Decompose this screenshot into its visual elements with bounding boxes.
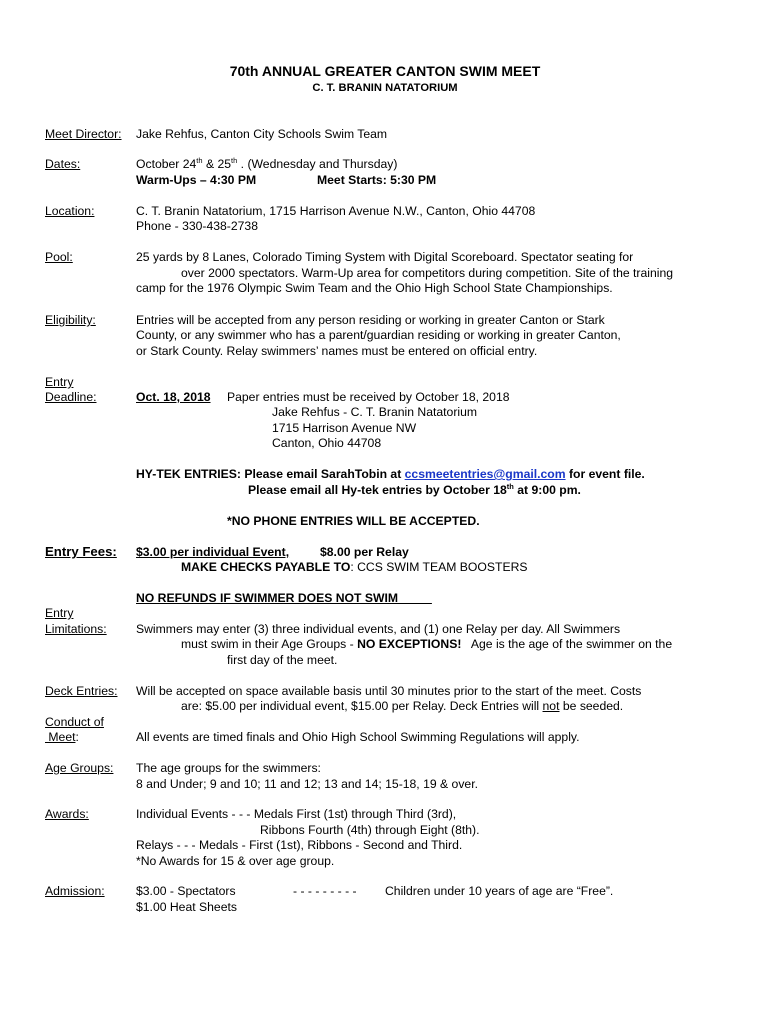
- age-groups-line-1: The age groups for the swimmers:: [136, 761, 321, 775]
- location-label: Location:: [45, 204, 95, 218]
- awards-label: Awards:: [45, 807, 89, 821]
- eligibility-line-3: or Stark County. Relay swimmers’ names must be entered on official entry.: [136, 344, 538, 358]
- deadline-address-1: Jake Rehfus - C. T. Branin Natatorium: [272, 405, 478, 419]
- limitations-label-1: Entry: [45, 606, 74, 620]
- conduct-label-1: Conduct of: [45, 715, 104, 729]
- hytek-line-1: HY-TEK ENTRIES: Please email SarahTobin at ccsmeetentries@gmail.com for event file.: [136, 467, 645, 481]
- dates-value: October 24th & 25th . (Wednesday and Thursday): [136, 156, 398, 171]
- age-groups-label: Age Groups:: [45, 761, 114, 775]
- fee-relay: $8.00 per Relay: [320, 545, 409, 559]
- no-phone-notice: *NO PHONE ENTRIES WILL BE ACCEPTED.: [227, 514, 480, 528]
- location-phone: Phone - 330-438-2738: [136, 219, 258, 233]
- page-title: 70th ANNUAL GREATER CANTON SWIM MEET: [229, 63, 541, 79]
- awards-line-1: Individual Events - - - Medals First (1st) through Third (3rd),: [136, 807, 457, 821]
- eligibility-line-1: Entries will be accepted from any person residing or working in greater Canton or Stark: [136, 313, 605, 327]
- pool-line-3: camp for the 1976 Olympic Swim Team and the Ohio High School State Championships.: [136, 281, 613, 295]
- admission-dashes: - - - - - - - - -: [293, 884, 357, 898]
- dates-label: Dates:: [45, 157, 81, 171]
- deck-line-2: are: $5.00 per individual event, $15.00 per Relay. Deck Entries will not be seeded.: [181, 699, 624, 713]
- deadline-text: Paper entries must be received by October 18, 2018: [227, 390, 510, 404]
- limitations-label-2: Limitations:: [45, 622, 107, 636]
- director-value: Jake Rehfus, Canton City Schools Swim Team: [136, 127, 388, 141]
- admission-children: Children under 10 years of age are “Free”.: [385, 884, 614, 898]
- pool-label: Pool:: [45, 250, 73, 264]
- location-address: C. T. Branin Natatorium, 1715 Harrison Avenue N.W., Canton, Ohio 44708: [136, 204, 536, 218]
- conduct-text: All events are timed finals and Ohio High School Swimming Regulations will apply.: [136, 730, 580, 744]
- awards-line-3: Relays - - - Medals - First (1st), Ribbons - Second and Third.: [136, 838, 463, 852]
- limitations-line-3: first day of the meet.: [227, 653, 338, 667]
- fees-label: Entry Fees:: [45, 544, 117, 559]
- awards-line-2: Ribbons Fourth (4th) through Eight (8th).: [260, 823, 480, 837]
- conduct-label-2: Meet:: [45, 730, 79, 744]
- page-subtitle: C. T. BRANIN NATATORIUM: [312, 82, 458, 94]
- hytek-line-2: Please email all Hy-tek entries by October 18th at 9:00 pm.: [248, 482, 581, 497]
- no-refunds-notice: NO REFUNDS IF SWIMMER DOES NOT SWIM: [136, 591, 432, 605]
- deck-line-1: Will be accepted on space available basis until 30 minutes prior to the start of the meet. Costs: [136, 684, 642, 698]
- awards-line-4: *No Awards for 15 & over age group.: [136, 854, 335, 868]
- director-label: Meet Director:: [45, 127, 122, 141]
- meet-start-time: Meet Starts: 5:30 PM: [317, 173, 437, 187]
- fee-individual: $3.00 per individual Event,: [136, 545, 290, 559]
- pool-line-1: 25 yards by 8 Lanes, Colorado Timing System with Digital Scoreboard. Spectator seating for: [136, 250, 634, 264]
- limitations-line-2: must swim in their Age Groups - NO EXCEPTIONS! Age is the age of the swimmer on the: [181, 637, 673, 651]
- admission-spectators: $3.00 - Spectators: [136, 884, 236, 898]
- age-groups-line-2: 8 and Under; 9 and 10; 11 and 12; 13 and 14; 15-18, 19 & over.: [136, 777, 478, 791]
- deadline-label-2: Deadline:: [45, 390, 97, 404]
- checks-payable: MAKE CHECKS PAYABLE TO: CCS SWIM TEAM BOOSTERS: [181, 560, 528, 574]
- deadline-date: Oct. 18, 2018: [136, 390, 211, 404]
- eligibility-line-2: County, or any swimmer who has a parent/guardian residing or working in greater Canton,: [136, 328, 621, 342]
- email-link[interactable]: ccsmeetentries@gmail.com: [404, 467, 566, 481]
- deadline-label-1: Entry: [45, 375, 74, 389]
- admission-heat-sheets: $1.00 Heat Sheets: [136, 900, 237, 914]
- deck-label: Deck Entries:: [45, 684, 118, 698]
- limitations-line-1: Swimmers may enter (3) three individual events, and (1) one Relay per day. All Swimmers: [136, 622, 621, 636]
- deadline-address-2: 1715 Harrison Avenue NW: [272, 421, 417, 435]
- eligibility-label: Eligibility:: [45, 313, 96, 327]
- deadline-address-3: Canton, Ohio 44708: [272, 436, 382, 450]
- admission-label: Admission:: [45, 884, 105, 898]
- warmups-time: Warm-Ups – 4:30 PM: [136, 173, 257, 187]
- pool-line-2: over 2000 spectators. Warm-Up area for competitors during competition. Site of the training: [181, 266, 674, 280]
